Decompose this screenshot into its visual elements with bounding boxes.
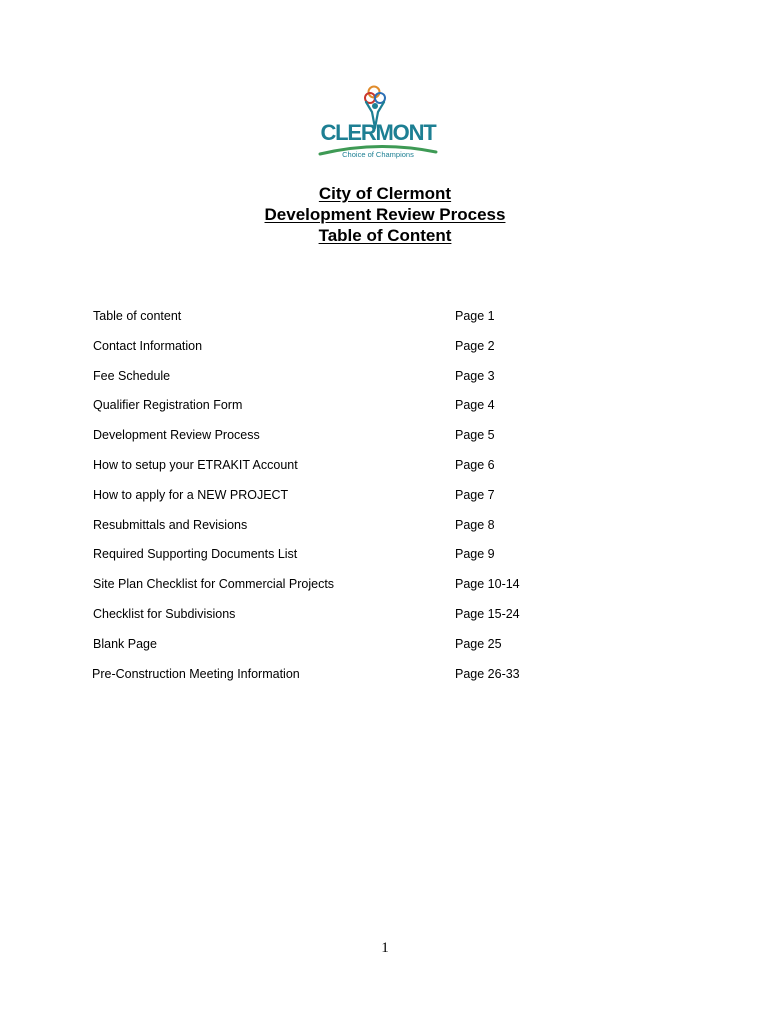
logo-figure-head [372,103,378,109]
toc-row [0,515,770,535]
document-title [0,183,770,246]
toc-row [0,604,770,624]
toc-row [0,634,770,654]
toc-entry-page: Page 26-33 [455,666,520,681]
toc-row [0,306,770,326]
clermont-logo [316,84,440,162]
toc-entry-page: Page 8 [455,517,495,532]
page-number: 1 [381,940,389,956]
title-line-city: City of Clermont [318,184,452,203]
toc-entry-label: Site Plan Checklist for Commercial Projects [93,577,335,592]
toc-row [0,485,770,505]
toc-row [0,574,770,594]
toc-entry-label: Table of content [93,309,182,323]
toc-row [0,395,770,415]
toc-row [0,455,770,475]
toc-entry-label: Resubmittals and Revisions [93,517,248,532]
toc-entry-page: Page 10-14 [455,577,520,592]
toc-row [0,664,770,684]
toc-entry-page: Page 1 [455,309,495,323]
logo-tagline: Choice of Champions [342,150,414,159]
toc-entry-label: Blank Page [93,636,157,651]
toc-row [0,366,770,386]
toc-entry-page: Page 25 [455,636,502,651]
toc-entry-label: Required Supporting Documents List [93,547,298,562]
logo-wordmark: CLERMONT [320,120,436,145]
toc-row [0,425,770,445]
toc-entry-label: Fee Schedule [93,368,171,383]
toc-entry-page: Page 4 [455,398,495,413]
toc-entry-label: Contact Information [93,338,203,353]
toc-entry-page: Page 5 [455,428,495,443]
title-line-process: Development Review Process [264,205,506,224]
toc-entry-label: Checklist for Subdivisions [93,607,236,621]
toc-entry-label: Qualifier Registration Form [93,398,243,413]
toc-entry-page: Page 7 [455,487,495,502]
toc-entry-label: How to setup your ETRAKIT Account [93,458,298,472]
toc-entry-page: Page 15-24 [455,607,520,621]
toc-entry-page: Page 2 [455,338,495,353]
toc-entry-page: Page 3 [455,368,495,383]
toc-row [0,336,770,356]
toc-entry-label: Pre-Construction Meeting Information [92,666,300,681]
toc-row [0,544,770,564]
toc-entry-label: How to apply for a NEW PROJECT [93,487,289,502]
title-line-toc: Table of Content [318,226,452,245]
toc-entry-label: Development Review Process [93,428,260,443]
toc-entry-page: Page 6 [455,458,495,472]
toc-entry-page: Page 9 [455,547,495,562]
